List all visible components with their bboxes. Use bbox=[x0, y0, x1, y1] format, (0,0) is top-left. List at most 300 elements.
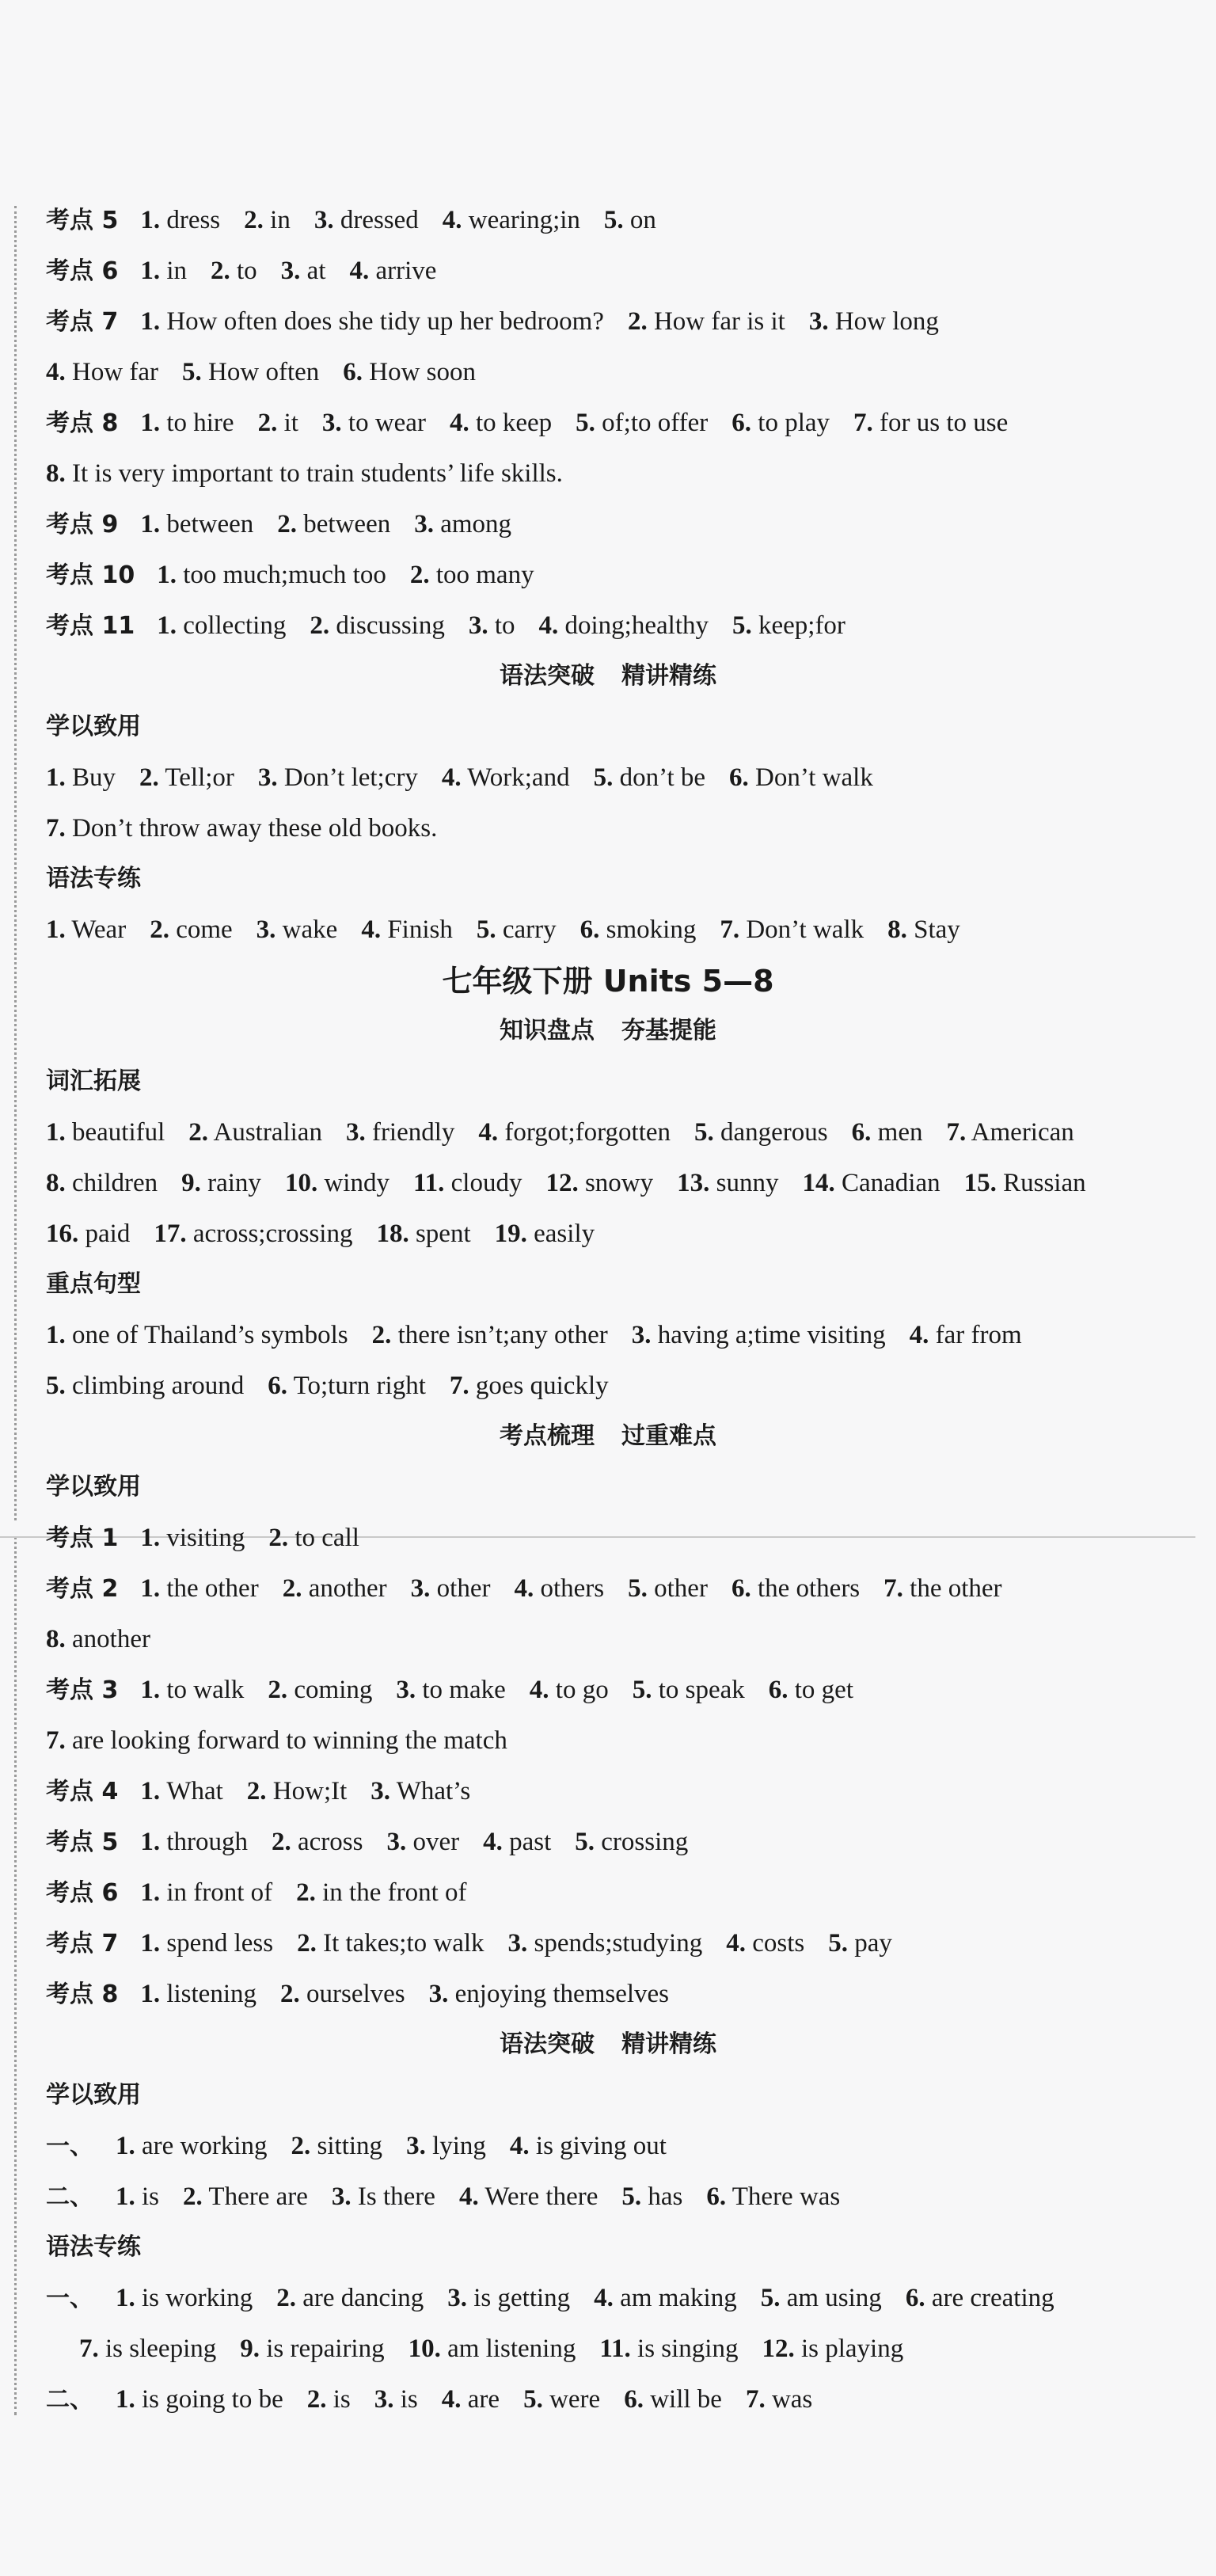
answer-number: 4. bbox=[483, 1828, 503, 1856]
answer-item bbox=[386, 1828, 459, 1856]
answer-text: Is there bbox=[357, 2182, 435, 2211]
answer-item bbox=[140, 1777, 222, 1805]
answer-item bbox=[140, 206, 220, 234]
answer-item bbox=[594, 2284, 737, 2312]
answer-item bbox=[140, 1929, 273, 1958]
answer-text: at bbox=[306, 257, 326, 285]
answer-text: across;crossing bbox=[192, 1220, 353, 1248]
answer-text: between bbox=[303, 510, 391, 538]
answer-item bbox=[530, 1676, 609, 1704]
answer-item bbox=[277, 510, 390, 538]
answer-number: 1. bbox=[116, 2182, 135, 2211]
answer-text: Don’t throw away these old books. bbox=[72, 814, 438, 843]
answer-number: 2. bbox=[409, 561, 430, 589]
answer-number: 9. bbox=[181, 1169, 201, 1197]
answer-line bbox=[46, 2281, 1170, 2316]
subsection-heading: 语法专练 bbox=[46, 865, 141, 892]
answer-item bbox=[478, 1118, 671, 1147]
answer-item bbox=[477, 915, 557, 944]
answer-line bbox=[46, 2382, 1170, 2418]
answer-item bbox=[761, 2284, 882, 2312]
kaodian-label: 考点 7 bbox=[46, 308, 119, 336]
section-heading-part: 知识盘点 bbox=[500, 1017, 595, 1044]
answer-number: 7. bbox=[46, 814, 66, 843]
answer-text: It takes;to walk bbox=[323, 1929, 484, 1958]
answer-number: 4. bbox=[442, 206, 462, 234]
answer-line bbox=[46, 1571, 1170, 1607]
kaodian-label: 考点 8 bbox=[46, 409, 119, 437]
answer-text: in the front of bbox=[322, 1878, 467, 1907]
answer-item bbox=[729, 763, 873, 792]
answer-number: 2. bbox=[268, 1676, 288, 1704]
answer-text: spends;studying bbox=[534, 1929, 703, 1958]
answer-line bbox=[79, 2331, 1203, 2366]
answer-item bbox=[429, 1980, 669, 2008]
answer-text: keep;for bbox=[758, 611, 846, 640]
section-heading-part: 语法突破 bbox=[500, 2030, 595, 2058]
answer-number: 2. bbox=[296, 1878, 316, 1907]
answer-item bbox=[376, 1220, 470, 1248]
answer-text: come bbox=[176, 915, 233, 944]
section-prefix: 一、 bbox=[46, 2285, 93, 2312]
answer-text: Don’t let;cry bbox=[283, 763, 418, 792]
answer-number: 7. bbox=[720, 915, 740, 944]
answer-line bbox=[46, 1622, 1170, 1657]
answer-text: were bbox=[549, 2385, 601, 2414]
answer-number: 3. bbox=[468, 611, 488, 640]
answer-text: am making bbox=[620, 2284, 737, 2312]
answer-text: too many bbox=[435, 561, 534, 589]
answer-number: 7. bbox=[853, 409, 873, 437]
subsection-heading: 语法专练 bbox=[46, 2233, 141, 2261]
answer-number: 1. bbox=[116, 2385, 135, 2414]
answer-text: to make bbox=[422, 1676, 506, 1704]
answer-text: is bbox=[142, 2182, 160, 2211]
answer-text: How;It bbox=[272, 1777, 348, 1805]
answer-number: 1. bbox=[46, 763, 66, 792]
answer-item bbox=[732, 611, 846, 640]
answer-item bbox=[46, 1169, 158, 1197]
subsection-heading: 学以致用 bbox=[46, 2081, 141, 2109]
answer-item bbox=[372, 1321, 608, 1349]
answer-item bbox=[283, 1574, 387, 1603]
answer-text: is giving out bbox=[535, 2132, 667, 2160]
answer-number: 4. bbox=[441, 2385, 462, 2414]
answer-item bbox=[459, 2182, 598, 2211]
answer-text: wearing;in bbox=[468, 206, 580, 234]
answer-number: 3. bbox=[331, 2182, 352, 2211]
answer-item bbox=[442, 763, 570, 792]
answer-item bbox=[374, 2385, 418, 2414]
answer-number: 7. bbox=[745, 2385, 766, 2414]
answer-number: 5. bbox=[576, 409, 595, 437]
answer-item bbox=[188, 1118, 322, 1147]
answer-text: to wear bbox=[348, 409, 426, 437]
answer-item bbox=[946, 1118, 1074, 1147]
answer-item bbox=[46, 1372, 244, 1400]
answer-item bbox=[116, 2385, 283, 2414]
answer-text: There was bbox=[732, 2182, 841, 2211]
answer-item bbox=[809, 307, 939, 336]
answer-item bbox=[450, 409, 552, 437]
answer-text: to hire bbox=[166, 409, 234, 437]
answer-text: How far bbox=[72, 358, 159, 386]
answer-item bbox=[580, 915, 697, 944]
answer-text: wake bbox=[282, 915, 338, 944]
answer-number: 4. bbox=[909, 1321, 929, 1349]
answer-text: are bbox=[467, 2385, 500, 2414]
answer-text: among bbox=[440, 510, 512, 538]
answer-line bbox=[46, 811, 1170, 846]
subsection-heading: 重点句型 bbox=[46, 1270, 141, 1298]
answer-number: 2. bbox=[188, 1118, 209, 1147]
answer-item bbox=[79, 2334, 216, 2363]
answer-number: 3. bbox=[396, 1676, 416, 1704]
answer-item bbox=[852, 1118, 923, 1147]
answer-item bbox=[514, 1574, 604, 1603]
answer-number: 2. bbox=[211, 257, 230, 285]
unit-title: 七年级下册 Units 5—8 bbox=[442, 964, 774, 999]
answer-text: cloudy bbox=[450, 1169, 522, 1197]
kaodian-label: 考点 5 bbox=[46, 207, 119, 234]
answer-text: one of Thailand’s symbols bbox=[72, 1321, 348, 1349]
answer-item bbox=[46, 1625, 150, 1653]
answer-number: 2. bbox=[183, 2182, 203, 2211]
answer-item bbox=[140, 1878, 272, 1907]
answer-text: between bbox=[166, 510, 254, 538]
answer-text: arrive bbox=[375, 257, 437, 285]
answer-number: 10. bbox=[408, 2334, 441, 2363]
answer-number: 5. bbox=[621, 2182, 642, 2211]
answer-text: How often does she tidy up her bedroom? bbox=[166, 307, 604, 336]
answer-number: 5. bbox=[182, 358, 202, 386]
answer-number: 5. bbox=[46, 1372, 66, 1400]
answer-line bbox=[46, 1977, 1170, 2012]
answer-item bbox=[575, 1828, 688, 1856]
answer-text: to go bbox=[555, 1676, 609, 1704]
answer-number: 7. bbox=[884, 1574, 903, 1603]
answer-text: is going to be bbox=[142, 2385, 283, 2414]
answer-number: 6. bbox=[768, 1676, 788, 1704]
answer-text: across bbox=[298, 1828, 363, 1856]
answer-text: Finish bbox=[387, 915, 453, 944]
answer-number: 3. bbox=[370, 1777, 391, 1805]
answer-number: 5. bbox=[694, 1118, 714, 1147]
answer-item bbox=[272, 1828, 363, 1856]
answer-item bbox=[140, 1828, 248, 1856]
answer-item bbox=[443, 206, 580, 234]
answer-number: 4. bbox=[349, 257, 370, 285]
answer-item bbox=[140, 1676, 244, 1704]
answer-line bbox=[46, 405, 1170, 441]
answer-number: 5. bbox=[575, 1828, 595, 1856]
answer-number: 3. bbox=[345, 1118, 366, 1147]
answer-number: 4. bbox=[449, 409, 469, 437]
answer-item bbox=[604, 206, 656, 234]
answer-number: 1. bbox=[140, 257, 161, 285]
answer-number: 1. bbox=[140, 1574, 161, 1603]
answer-text: to bbox=[237, 257, 257, 285]
answer-text: was bbox=[771, 2385, 813, 2414]
answer-item bbox=[414, 510, 511, 538]
answer-text: children bbox=[72, 1169, 158, 1197]
answer-number: 2. bbox=[268, 1524, 289, 1552]
answer-number: 6. bbox=[580, 915, 600, 944]
answer-item bbox=[396, 1676, 505, 1704]
answer-item bbox=[182, 358, 319, 386]
answer-item bbox=[140, 510, 253, 538]
answer-number: 2. bbox=[244, 206, 264, 234]
kaodian-label: 考点 9 bbox=[46, 511, 119, 538]
answer-item bbox=[628, 307, 785, 336]
answer-number: 1. bbox=[140, 1828, 161, 1856]
answer-text: another bbox=[72, 1625, 150, 1653]
answer-text: spend less bbox=[166, 1929, 274, 1958]
answer-number: 8. bbox=[887, 915, 907, 944]
answer-item bbox=[732, 409, 830, 437]
answer-text: am listening bbox=[447, 2334, 576, 2363]
answer-item bbox=[268, 1372, 426, 1400]
answer-number: 6. bbox=[851, 1118, 872, 1147]
answer-item bbox=[632, 1321, 886, 1349]
answer-item bbox=[343, 358, 476, 386]
answer-line bbox=[46, 557, 1170, 593]
answer-number: 4. bbox=[509, 2132, 530, 2160]
answer-item bbox=[116, 2284, 253, 2312]
answer-number: 5. bbox=[628, 1574, 648, 1603]
answer-text: doing;healthy bbox=[564, 611, 709, 640]
answer-number: 5. bbox=[603, 206, 624, 234]
answer-item bbox=[361, 915, 453, 944]
answer-number: 4. bbox=[478, 1118, 499, 1147]
answer-line bbox=[46, 203, 1170, 238]
answer-item bbox=[726, 1929, 804, 1958]
answer-line bbox=[46, 1926, 1170, 1961]
answer-item bbox=[258, 763, 418, 792]
answer-text: American bbox=[971, 1118, 1074, 1147]
answer-number: 19. bbox=[494, 1220, 527, 1248]
answer-text: Don’t walk bbox=[755, 763, 873, 792]
answer-item bbox=[523, 2385, 600, 2414]
answer-item bbox=[116, 2182, 159, 2211]
section-prefix: 二、 bbox=[46, 2183, 93, 2211]
answer-number: 2. bbox=[276, 2284, 296, 2312]
kaodian-label: 考点 6 bbox=[46, 1879, 119, 1907]
answer-item bbox=[410, 561, 534, 589]
answer-text: How soon bbox=[369, 358, 477, 386]
answer-number: 11. bbox=[412, 1169, 445, 1197]
kaodian-label: 考点 4 bbox=[46, 1778, 119, 1805]
answer-item bbox=[853, 409, 1008, 437]
answer-text: are dancing bbox=[302, 2284, 424, 2312]
answer-item bbox=[314, 206, 419, 234]
answer-number: 7. bbox=[946, 1118, 967, 1147]
answer-item bbox=[599, 2334, 738, 2363]
answer-item bbox=[140, 307, 604, 336]
answer-item bbox=[116, 2132, 268, 2160]
answer-number: 2. bbox=[371, 1321, 392, 1349]
answer-text: men bbox=[877, 1118, 923, 1147]
answer-text: enjoying themselves bbox=[454, 1980, 670, 2008]
answer-text: over bbox=[412, 1828, 460, 1856]
answer-item bbox=[828, 1929, 892, 1958]
answer-number: 4. bbox=[458, 2182, 479, 2211]
answer-text: smoking bbox=[606, 915, 697, 944]
answer-number: 2. bbox=[280, 1980, 300, 2008]
section-prefix: 一、 bbox=[46, 2133, 93, 2160]
answer-text: to play bbox=[758, 409, 830, 437]
answer-number: 1. bbox=[140, 1878, 161, 1907]
answer-text: Canadian bbox=[841, 1169, 940, 1197]
answer-number: 3. bbox=[256, 915, 276, 944]
answer-item bbox=[46, 763, 116, 792]
answer-text: Buy bbox=[72, 763, 116, 792]
answer-number: 5. bbox=[732, 611, 752, 640]
answer-item bbox=[576, 409, 708, 437]
answer-text: Russian bbox=[1003, 1169, 1086, 1197]
answer-item bbox=[510, 2132, 667, 2160]
answer-text: climbing around bbox=[72, 1372, 245, 1400]
answer-text: through bbox=[166, 1828, 248, 1856]
answer-number: 1. bbox=[46, 1118, 66, 1147]
answer-text: there isn’t;any other bbox=[397, 1321, 608, 1349]
answer-number: 4. bbox=[514, 1574, 534, 1603]
answer-item bbox=[720, 915, 864, 944]
answer-item bbox=[46, 1726, 507, 1755]
answer-text: in bbox=[166, 257, 187, 285]
answer-text: beautiful bbox=[72, 1118, 165, 1147]
answer-number: 1. bbox=[140, 307, 161, 336]
answer-number: 4. bbox=[361, 915, 382, 944]
answer-number: 3. bbox=[374, 2385, 394, 2414]
answer-number: 16. bbox=[46, 1220, 79, 1248]
answer-item bbox=[769, 1676, 853, 1704]
answer-number: 3. bbox=[410, 1574, 431, 1603]
answer-item bbox=[276, 2284, 424, 2312]
answer-number: 5. bbox=[593, 763, 614, 792]
answer-text: sunny bbox=[716, 1169, 779, 1197]
answer-line bbox=[46, 2179, 1170, 2215]
kaodian-label: 考点 8 bbox=[46, 1981, 119, 2008]
answer-text: far from bbox=[935, 1321, 1022, 1349]
answer-number: 2. bbox=[291, 2132, 311, 2160]
answer-text: in front of bbox=[166, 1878, 273, 1907]
answer-text: are working bbox=[142, 2132, 268, 2160]
answer-text: to walk bbox=[166, 1676, 245, 1704]
answer-text: snowy bbox=[584, 1169, 654, 1197]
answer-text: easily bbox=[534, 1220, 595, 1248]
answer-item bbox=[346, 1118, 454, 1147]
answer-text: goes quickly bbox=[475, 1372, 609, 1400]
answer-item bbox=[46, 1321, 348, 1349]
answer-item bbox=[183, 2182, 308, 2211]
answer-number: 3. bbox=[321, 409, 342, 437]
answer-number: 5. bbox=[828, 1929, 848, 1958]
answer-text: How far is it bbox=[653, 307, 785, 336]
answer-number: 6. bbox=[343, 358, 363, 386]
answer-text: will be bbox=[650, 2385, 722, 2414]
answer-item bbox=[884, 1574, 1001, 1603]
section-heading-part: 精讲精练 bbox=[621, 2030, 716, 2058]
answer-item bbox=[157, 561, 386, 589]
answer-text: to keep bbox=[475, 409, 553, 437]
answer-text: discussing bbox=[336, 611, 445, 640]
answer-item bbox=[46, 915, 126, 944]
answer-item bbox=[633, 1676, 745, 1704]
kaodian-label: 考点 6 bbox=[46, 257, 119, 285]
answer-text: is playing bbox=[800, 2334, 904, 2363]
answer-number: 1. bbox=[157, 561, 177, 589]
answer-line bbox=[46, 2129, 1170, 2164]
answer-text: There are bbox=[208, 2182, 308, 2211]
answer-item bbox=[46, 1118, 165, 1147]
answer-line bbox=[46, 1368, 1170, 1403]
answer-item bbox=[256, 915, 338, 944]
answer-number: 5. bbox=[476, 915, 496, 944]
section-heading-part: 语法突破 bbox=[500, 662, 595, 690]
answer-item bbox=[297, 1929, 484, 1958]
answer-number: 1. bbox=[140, 1929, 161, 1958]
answer-item bbox=[140, 1574, 258, 1603]
answer-number: 3. bbox=[280, 257, 301, 285]
answer-number: 3. bbox=[414, 510, 434, 538]
answer-item bbox=[307, 2385, 351, 2414]
left-dotted-rule-lower bbox=[14, 1536, 17, 2415]
answer-item bbox=[621, 2182, 682, 2211]
answer-text: don’t be bbox=[619, 763, 706, 792]
answer-line bbox=[46, 253, 1170, 289]
answer-text: the other bbox=[166, 1574, 259, 1603]
answer-number: 4. bbox=[46, 358, 66, 386]
subsection-heading: 学以致用 bbox=[46, 1473, 141, 1501]
answer-text: visiting bbox=[166, 1524, 245, 1552]
answer-number: 15. bbox=[963, 1169, 997, 1197]
answer-number: 3. bbox=[314, 206, 334, 234]
answer-number: 1. bbox=[140, 1980, 161, 2008]
answer-item bbox=[150, 915, 232, 944]
answer-item bbox=[244, 206, 291, 234]
answer-text: too much;much too bbox=[183, 561, 386, 589]
answer-item bbox=[910, 1321, 1022, 1349]
answer-number: 1. bbox=[140, 206, 161, 234]
answer-item bbox=[762, 2334, 903, 2363]
answer-text: the others bbox=[757, 1574, 861, 1603]
answer-item bbox=[539, 611, 709, 640]
answer-text: rainy bbox=[207, 1169, 261, 1197]
answer-item bbox=[483, 1828, 551, 1856]
answer-text: it bbox=[283, 409, 298, 437]
answer-item bbox=[495, 1220, 595, 1248]
answer-text: are creating bbox=[931, 2284, 1054, 2312]
answer-item bbox=[139, 763, 234, 792]
answer-number: 5. bbox=[632, 1676, 652, 1704]
answer-item bbox=[964, 1169, 1086, 1197]
answer-number: 4. bbox=[594, 2284, 614, 2312]
answer-text: Were there bbox=[484, 2182, 598, 2211]
answer-number: 9. bbox=[240, 2334, 260, 2363]
answer-item bbox=[406, 2132, 486, 2160]
kaodian-label: 考点 10 bbox=[46, 561, 135, 589]
answer-line bbox=[46, 912, 1170, 947]
answer-number: 18. bbox=[376, 1220, 409, 1248]
answer-text: ourselves bbox=[306, 1980, 405, 2008]
answer-number: 2. bbox=[277, 510, 298, 538]
answer-item bbox=[628, 1574, 708, 1603]
answer-text: Don’t walk bbox=[746, 915, 864, 944]
answer-number: 2. bbox=[297, 1929, 317, 1958]
answer-number: 1. bbox=[140, 1777, 161, 1805]
answer-text: is bbox=[400, 2385, 418, 2414]
